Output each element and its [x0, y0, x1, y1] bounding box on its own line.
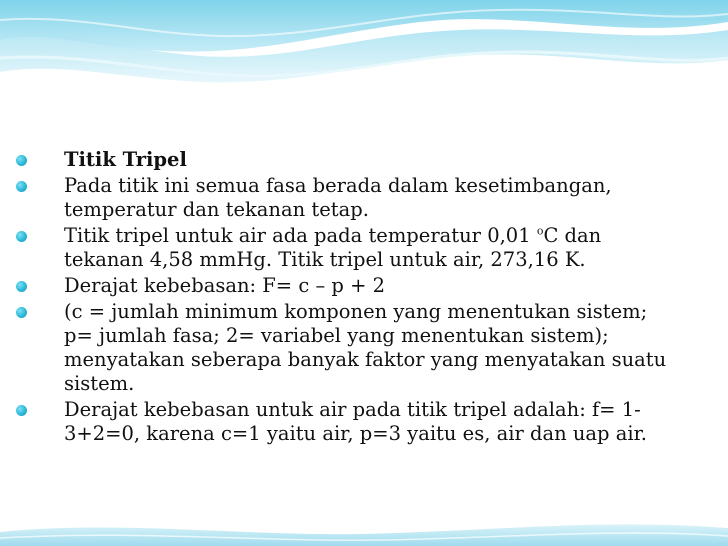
bullet-text-pre: Titik tripel untuk air ada pada temperatur 0,01: [64, 224, 537, 247]
bullet-item: [14, 274, 674, 298]
bullet-item: [14, 224, 674, 272]
bullet-dot-icon: [16, 405, 27, 416]
degree-superscript: o: [536, 224, 544, 238]
bullet-text: Derajat kebebasan: F= c – p + 2: [64, 274, 386, 297]
bullet-text: Titik Tripel: [64, 148, 187, 171]
bullet-list: [14, 148, 674, 448]
bullet-dot-icon: [16, 307, 27, 318]
bullet-item: [14, 398, 674, 446]
bullet-text-post: C dan tekanan 4,58 mmHg. Titik tripel untuk air, 273,16 K.: [64, 224, 602, 271]
bullet-dot-icon: [16, 231, 27, 242]
bullet-item: [14, 300, 674, 396]
bullet-text: (c = jumlah minimum komponen yang menentukan sistem; p= jumlah fasa; 2= variabel yang menentukan sistem); menyatakan seberapa banyak faktor yang menyatakan suatu sistem.: [64, 300, 667, 395]
bullet-item: [14, 148, 674, 172]
bullet-dot-icon: [16, 181, 27, 192]
bottom-wave-decoration: [0, 506, 728, 546]
top-wave-decoration: [0, 0, 728, 90]
bullet-item: [14, 174, 674, 222]
bullet-text: Derajat kebebasan untuk air pada titik tripel adalah: f= 1-3+2=0, karena c=1 yaitu air, p=3 yaitu es, air dan uap air.: [64, 398, 647, 445]
bullet-dot-icon: [16, 281, 27, 292]
bullet-dot-icon: [16, 155, 27, 166]
bullet-text: Pada titik ini semua fasa berada dalam kesetimbangan, temperatur dan tekanan tetap.: [64, 174, 612, 221]
